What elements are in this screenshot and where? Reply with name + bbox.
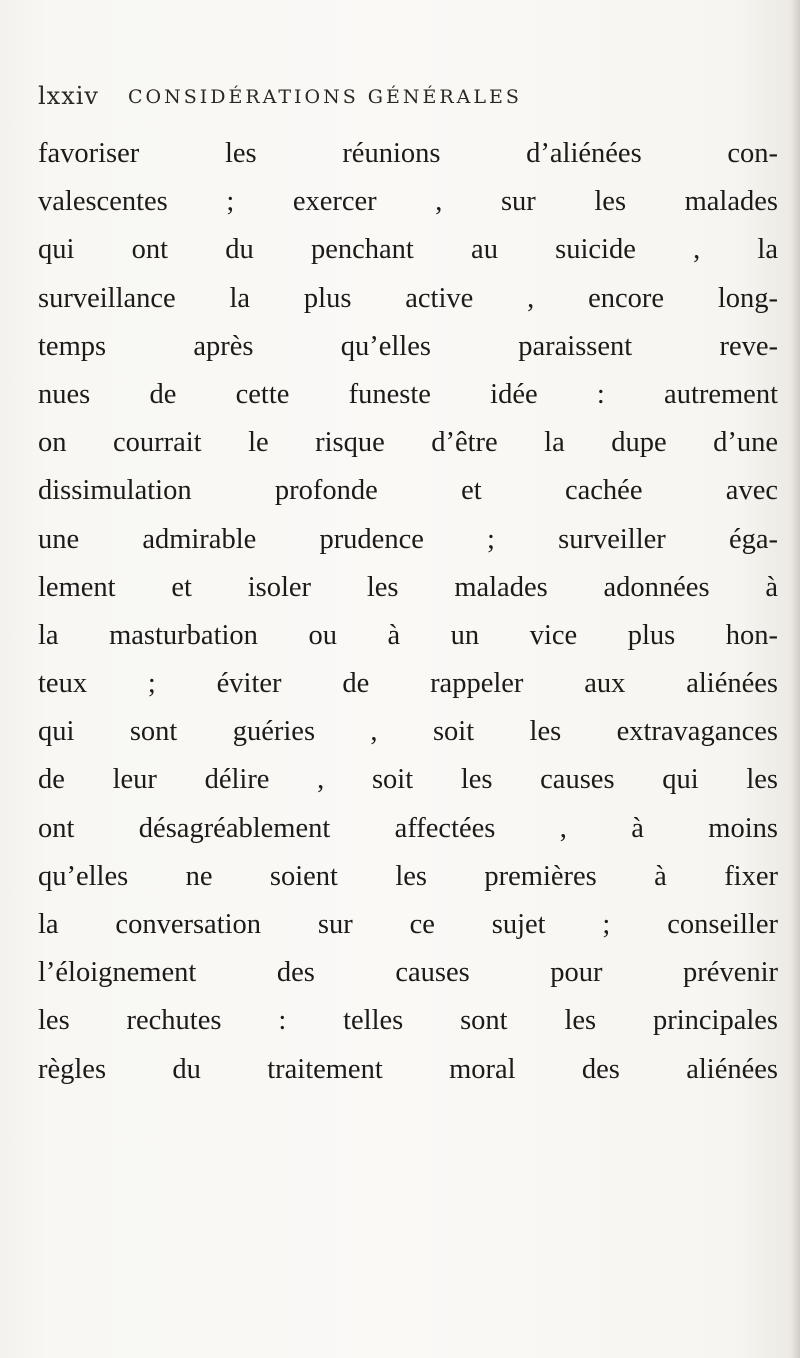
text-line: règles du traitement moral des aliénées [38,1053,778,1085]
text-line: la conversation sur ce sujet ; conseiller [38,909,778,940]
text-line: ont désagréablement affectées , à moins [38,812,778,844]
text-line: on courrait le risque d’être la dupe d’une [38,427,778,459]
text-line: dissimulation profonde et cachée avec [38,475,778,507]
text-line: la masturbation ou à un vice plus hon- [38,619,778,651]
text-line: une admirable prudence ; surveiller éga- [38,523,778,555]
text-line: valescentes ; exercer , sur les malades [38,186,778,218]
text-line: l’éloignement des causes pour prévenir [38,957,778,989]
text-line: qui ont du penchant au suicide , la [38,234,778,266]
text-line: temps après qu’elles paraissent reve- [38,330,778,362]
page-edge-shadow [790,0,800,1358]
page-header [38,78,768,118]
text-line: qu’elles ne soient les premières à fixer [38,860,778,892]
running-head: CONSIDÉRATIONS GÉNÉRALES [128,86,522,108]
body-text [38,130,778,1094]
text-line: lement et isoler les malades adonnées à [38,571,778,603]
text-line: les rechutes : telles sont les principales [38,1005,778,1037]
text-line: nues de cette funeste idée : autrement [38,378,778,410]
text-line: qui sont guéries , soit les extravagances [38,716,778,748]
text-line: favoriser les réunions d’aliénées con- [38,138,778,169]
text-line: teux ; éviter de rappeler aux aliénées [38,668,778,700]
text-line: de leur délire , soit les causes qui les [38,764,778,796]
text-line: surveillance la plus active , encore long- [38,282,778,314]
page-number: lxxiv [38,82,99,110]
